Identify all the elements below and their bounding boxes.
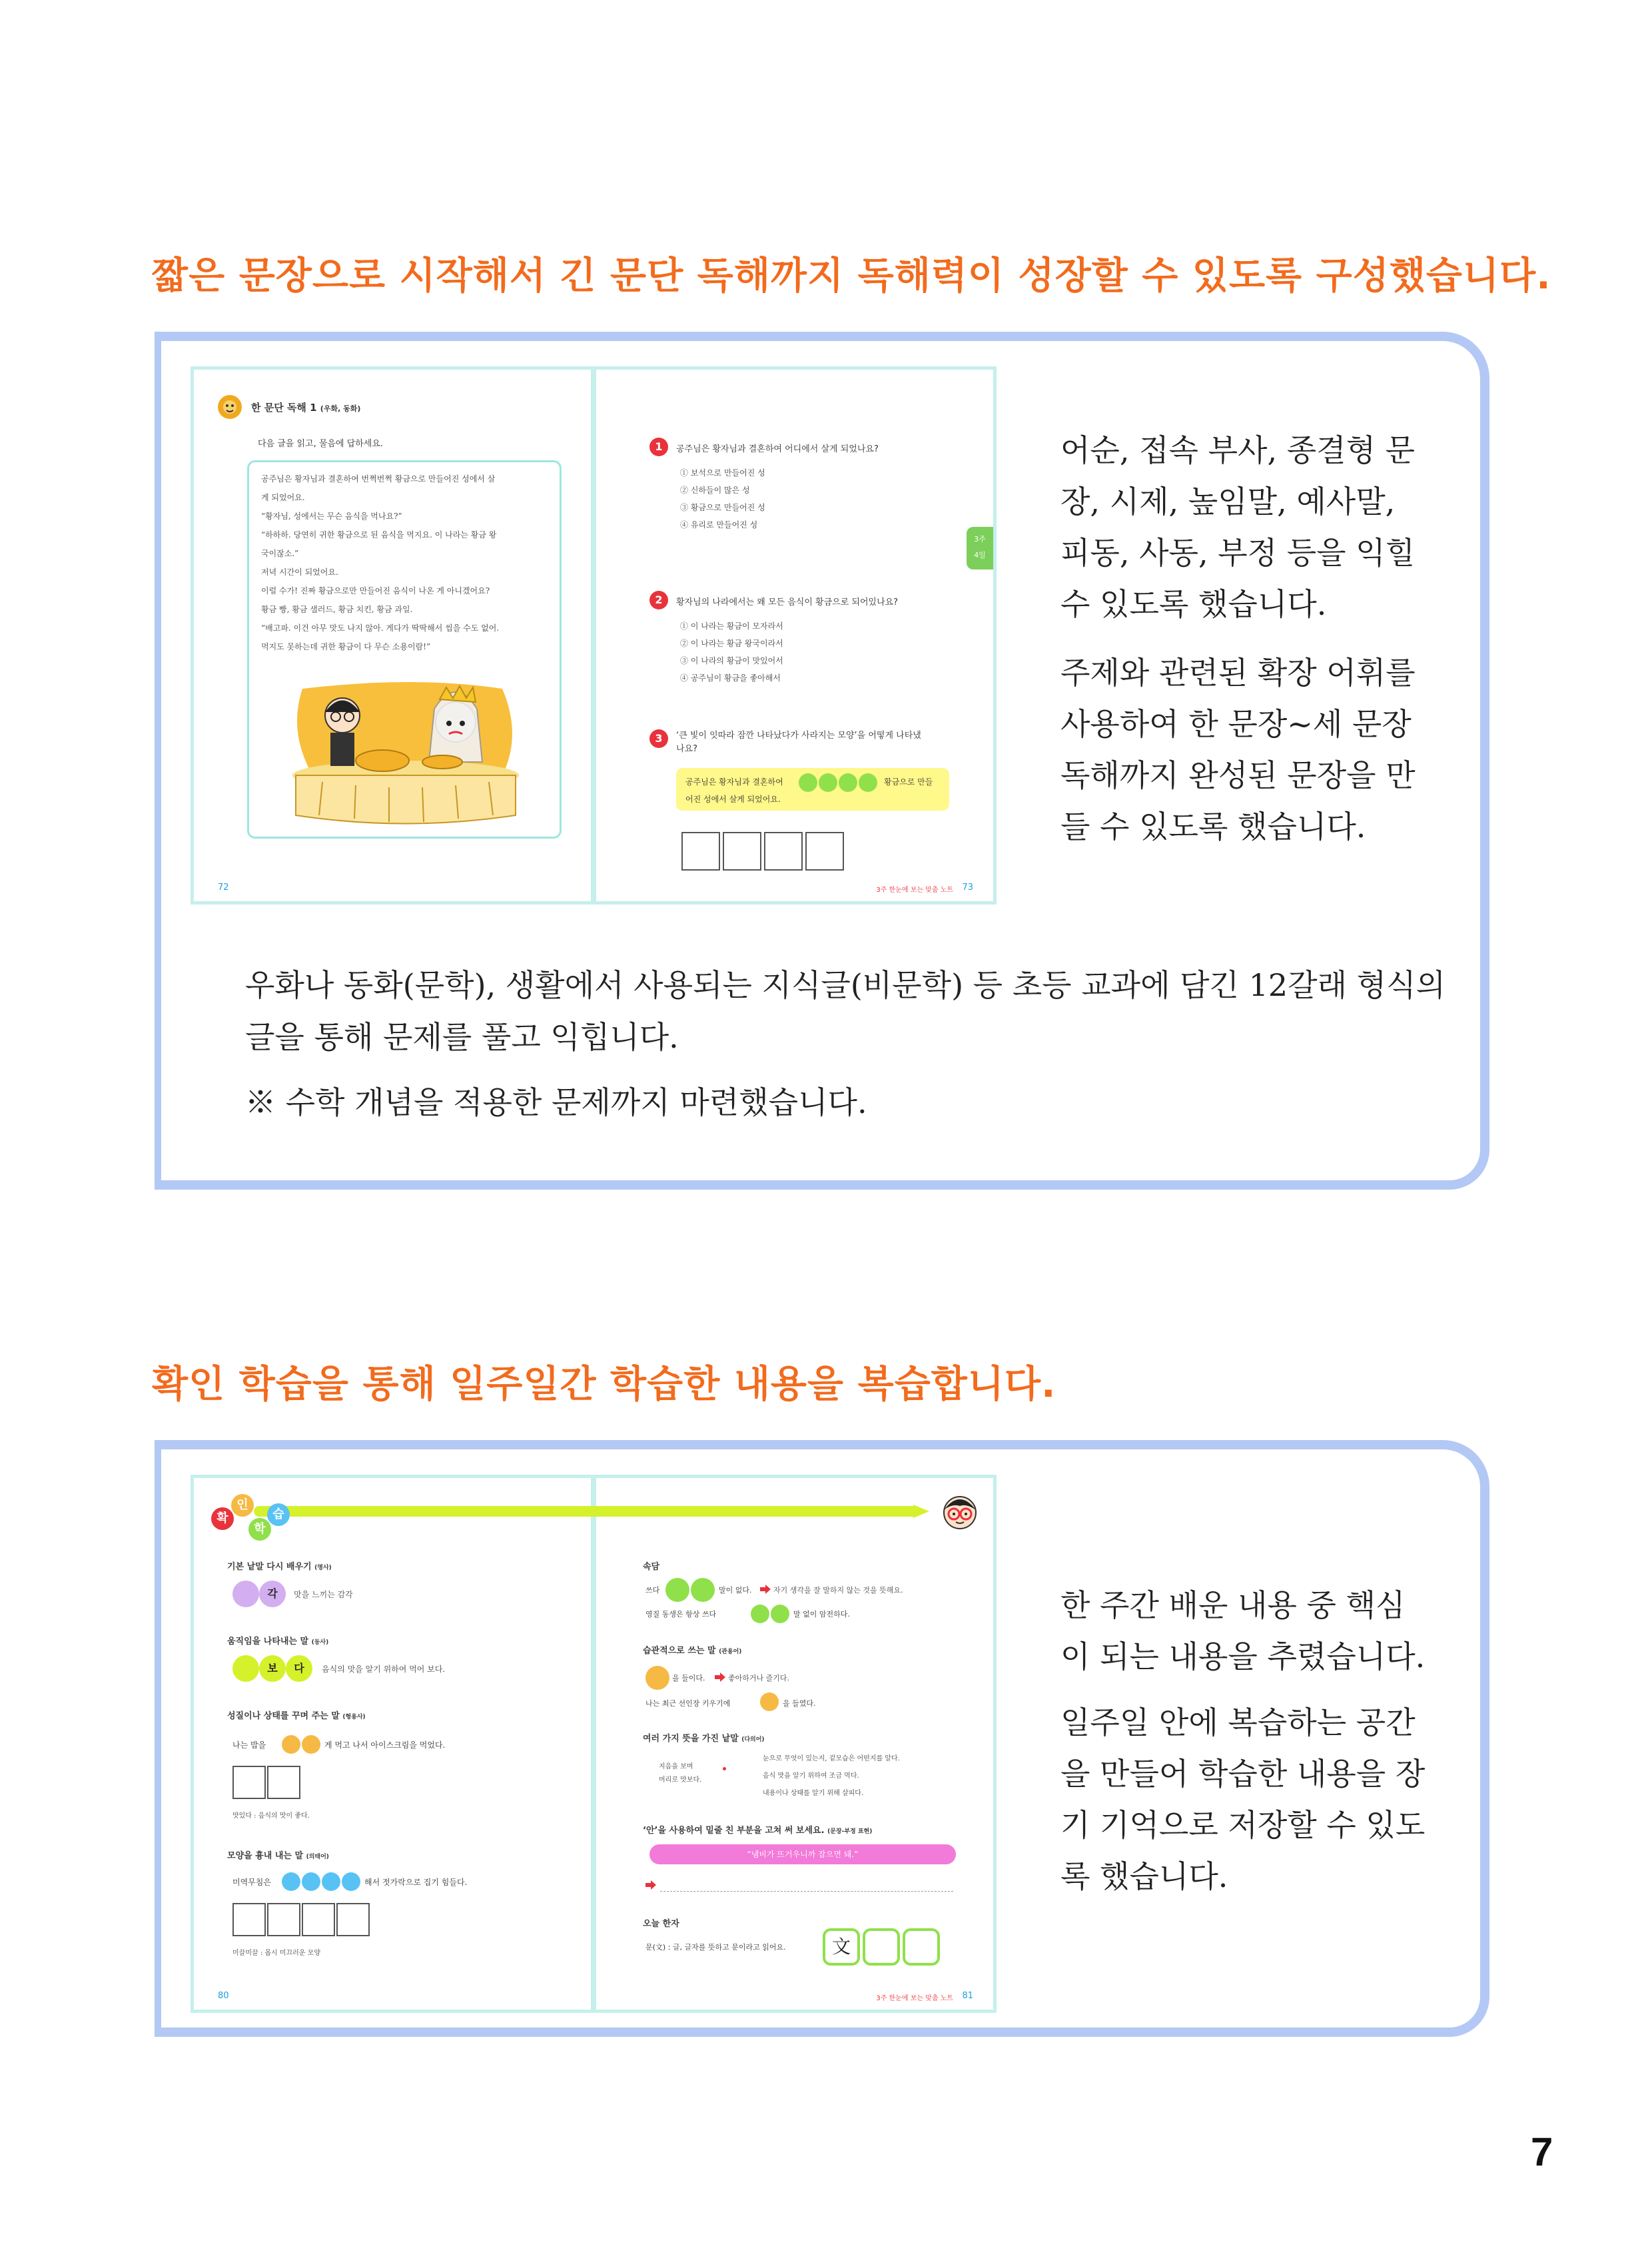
section1-bottom-paragraph: 우화나 동화(문학), 생활에서 사용되는 지식글(비문학) 등 초등 교과에 담긴 12갈래 형식의 글을 통해 문제를 풀고 익힙니다. [245,967,1446,1055]
item-3-hint: 맛있다 : 음식의 맛이 좋다. [232,1812,310,1820]
item-1-blank[interactable] [232,1581,259,1607]
review-r-item-4-title: ‘안’을 사용하여 밑줄 친 부분을 고쳐 써 보세요. (문장-부정 표현) [643,1826,873,1836]
section2-panel [155,1440,1489,2037]
question-2-badge: 2 [649,591,668,609]
item-3-post: 게 먹고 나서 아이스크림을 먹었다. [324,1740,446,1750]
section2-side-paragraph-2: 일주일 안에 복습하는 공간 을 만들어 학습한 내용을 장 기 기억으로 저장할 수 있도 록 했습니다. [1060,1704,1426,1894]
r-item-3-opts-line: 음식 맛을 알기 위하여 조금 먹다. [763,1772,859,1780]
answer-box-3[interactable] [764,832,803,871]
r-item-1-line1-desc: 자기 생각을 잘 말하지 않는 것을 뜻해요. [773,1586,903,1595]
badge-char-1: 확 [211,1507,234,1530]
header-bar [254,1506,920,1517]
question-3-badge: 3 [649,729,668,748]
r-item-1-line1-pre: 쓰다 [645,1586,660,1595]
review-item-4-title: 모양을 흉내 내는 말 (의태어) [227,1851,329,1861]
hanja-box-1[interactable] [863,1928,900,1966]
r-item-3-left-2: 머리로 맛보다. [659,1776,702,1784]
feast-illustration-icon [282,675,529,829]
q1-opts-line: ② 신하들이 많은 성 [680,486,750,495]
answer-blank-2[interactable] [819,773,837,792]
section1-side-paragraph-2: 주제와 관련된 확장 어휘를 사용하여 한 문장~세 문장 독해까지 완성된 문장을 만 들 수 있도록 했습니다. [1060,655,1416,845]
review-left-page [194,1478,594,2010]
section1-panel [155,332,1489,1190]
section2-heading: 확인 학습을 통해 일주일간 학습한 내용을 복습합니다. [152,1363,1056,1406]
q1-opts-line: ③ 황금으로 만들어진 성 [680,503,765,512]
item-4-box-4[interactable] [336,1903,370,1936]
review-item-1-title: 기본 낱말 다시 배우기 (명사) [227,1562,332,1572]
side-tab-week: 3주 [974,535,986,544]
r-item-4-sentence: “냄비가 뜨거우니까 잡으면 돼.” [649,1844,956,1864]
story-lines-line: 저녁 시간이 되었어요. [261,567,338,577]
review-r-item-5-title: 오늘 한자 [643,1919,679,1929]
question-3-line-2: 나요? [676,744,698,754]
badge-char-4: 습 [267,1503,290,1526]
match-dot[interactable] [723,1767,726,1770]
item-3-pre: 나는 밥을 [232,1740,266,1750]
item-4-box-1[interactable] [232,1903,266,1936]
section2-side-paragraph-1: 한 주간 배운 내용 중 핵심 이 되는 내용을 추렸습니다. [1060,1587,1426,1675]
story-lines-line: “배고파. 이건 아무 맛도 나지 않아. 게다가 딱딱해서 씹을 수도 없어. [261,623,500,633]
arrow-right-icon [913,1502,929,1521]
r-item-3-opts-line: 눈으로 무엇이 있는지, 겉모습은 어떤지를 알다. [763,1755,900,1762]
answer-line-2: 어진 성에서 살게 되었어요. [685,795,781,804]
r-item-1-blank-2[interactable] [691,1578,715,1602]
right-page-number: 73 [962,883,973,893]
r-item-3-left-1: 지음을 보며 [659,1763,693,1770]
r-item-1-blank-1[interactable] [665,1578,689,1602]
q2-opts-line: ④ 공주님이 황금을 좋아해서 [680,673,781,683]
spread-title-tag: (우화, 동화) [320,404,361,413]
item-2-word-2: 다 [286,1655,312,1682]
r-item-1-line2-pre: 영질 동생은 항상 쓰다 [645,1610,717,1619]
page-number: 7 [1531,2129,1553,2174]
r-item-2-line2-post: 을 들였다. [783,1699,816,1708]
story-lines-line: “하하하. 당연히 귀한 황금으로 된 음식을 먹지요. 이 나라는 황금 왕 [261,530,497,540]
question-1-badge: 1 [649,438,668,456]
item-4-hint: 미끌미끌 : 몹시 미끄러운 모양 [232,1950,321,1957]
item-3-blank-2[interactable] [302,1735,320,1754]
left-page-number: 72 [218,883,229,893]
section1-side-paragraph-1: 어순, 접속 부사, 종결형 문 장, 시제, 높임말, 예사말, 피동, 사동, 부정 등을 익힐 수 있도록 했습니다. [1060,432,1416,622]
arrow-icon [760,1585,771,1594]
item-4-blank-2[interactable] [302,1872,320,1891]
answer-pill [676,768,949,811]
character-face-icon [940,1491,980,1531]
item-3-box-2[interactable] [267,1766,300,1799]
review-r-item-2-title: 습관적으로 쓰는 말 (관용어) [643,1646,742,1656]
question-1: 공주님은 황자님과 결혼하여 어디에서 살게 되었나요? [676,444,879,454]
r-item-2-line2-pre: 나는 최근 선인장 키우기에 [645,1699,731,1708]
question-2: 황자님의 나라에서는 왜 모든 음식이 황금으로 되어있나요? [676,597,899,607]
review-right-page-footer: 3주 한눈에 보는 맞춤 노트 [876,1995,953,2002]
r-item-2-line1-desc: 좋아하거나 즐기다. [728,1674,790,1682]
story-lines-line: 먹지도 못하는데 귀한 황금이 다 무슨 소용이람!” [261,642,431,651]
item-4-blank-1[interactable] [282,1872,300,1891]
section1-heading: 짧은 문장으로 시작해서 긴 문단 독해까지 독해력이 성장할 수 있도록 구성했습니다. [152,254,1551,298]
r-item-3-opts-line: 내용이나 상태를 알기 위해 살피다. [763,1790,864,1797]
side-tab [967,527,993,569]
q2-opts-line: ② 이 나라는 황금 왕국이라서 [680,639,783,648]
item-4-blank-3[interactable] [322,1872,340,1891]
hanja-char: 文 [823,1928,860,1966]
q1-opts-line: ① 보석으로 만들어진 성 [680,468,765,478]
answer-box-2[interactable] [723,832,761,871]
answer-pre: 공주님은 황자님과 결혼하여 [685,777,783,787]
badge-char-2: 인 [231,1494,254,1517]
r-item-4-answer-line[interactable] [660,1891,953,1892]
answer-blank-3[interactable] [839,773,857,792]
review-item-3-title: 성질이나 상태를 꾸며 주는 말 (형용사) [227,1711,366,1721]
story-lines-line: 게 되었어요. [261,493,305,502]
arrow-icon [645,1880,656,1890]
answer-post: 황금으로 만들 [884,777,933,787]
item-3-blank-1[interactable] [282,1735,300,1754]
item-4-pre: 미역무침은 [232,1878,271,1887]
arrow-icon [715,1673,725,1682]
item-4-box-3[interactable] [302,1903,335,1936]
story-lines-line: 이럴 수가! 진짜 황금으로만 만들어진 음식이 나온 게 아니겠어요? [261,586,490,595]
item-3-box-1[interactable] [232,1766,266,1799]
q2-opts-line: ① 이 나라는 황금이 모자라서 [680,621,783,631]
story-lines-line: 황금 빵, 황금 샐러드, 황금 치킨, 황금 과일. [261,605,413,614]
answer-blank-1[interactable] [799,773,817,792]
spread-title: 한 문단 독해 1 [251,402,317,414]
review-r-item-3-title: 여러 가지 뜻을 가진 낱말 (다의어) [643,1734,765,1744]
hanja-box-2[interactable] [903,1928,940,1966]
item-4-post: 해서 젓가락으로 집기 힘들다. [364,1878,468,1887]
side-tab-day: 4일 [974,551,986,560]
story-lines-line: 국이잖소.” [261,549,299,558]
section2-book-spread [191,1475,997,2013]
review-right-page-number: 81 [962,1991,973,2001]
item-4-box-2[interactable] [267,1903,300,1936]
r-item-1-line2-post: 말 없이 암전하다. [793,1610,850,1619]
question-3-line-1: ‘큰 빛이 잇따라 잠깐 나타났다가 사라지는 모양’을 어떻게 나타냈 [676,731,921,741]
story-box [247,460,562,839]
q2-opts-line: ③ 이 나라의 황금이 맛있어서 [680,656,783,665]
r-item-1-blank-4[interactable] [771,1605,789,1623]
lion-icon [218,395,242,419]
story-lines-line: “황자님, 성에서는 무슨 음식을 먹나요?” [261,512,402,521]
r-item-2-blank-2[interactable] [760,1692,779,1711]
spread-instruction: 다음 글을 읽고, 물음에 답하세요. [258,439,384,449]
answer-blank-4[interactable] [859,773,877,792]
review-left-page-number: 80 [218,1991,229,2001]
q1-opts-line: ④ 유리로 만들어진 성 [680,520,758,530]
r-item-5-desc: 문(文) : 글, 글자를 뜻하고 문이라고 읽어요. [645,1943,786,1952]
answer-box-1[interactable] [681,832,720,871]
review-item-2-title: 움직임을 나타내는 말 (동사) [227,1637,329,1647]
r-item-2-blank-1[interactable] [645,1666,669,1690]
item-4-blank-4[interactable] [342,1872,360,1891]
review-badge [211,1491,318,1545]
spread-left-page [194,370,594,901]
badge-char-3: 학 [248,1518,271,1541]
story-lines-line: 공주님은 황자님과 결혼하여 번쩍번쩍 황금으로 만들어진 성에서 살 [261,474,496,484]
item-1-desc: 맛을 느끼는 감각 [294,1590,353,1599]
right-page-footer: 3주 한눈에 보는 맞춤 노트 [876,887,953,894]
section1-note: ※ 수학 개념을 적용한 문제까지 마련했습니다. [245,1084,867,1120]
item-2-desc: 음식의 맛을 알기 위하여 먹어 보다. [322,1665,446,1674]
r-item-1-line1-post: 말이 없다. [719,1586,752,1595]
review-right-page [594,1478,993,2010]
r-item-1-blank-3[interactable] [751,1605,769,1623]
item-1-word: 각 [259,1581,286,1607]
item-2-blank[interactable] [232,1655,259,1682]
item-2-word-1: 보 [259,1655,286,1682]
section1-book-spread [191,366,997,905]
spread-right-page [594,370,993,901]
review-r-item-1-title: 속담 [643,1562,660,1572]
r-item-2-line1-post: 을 들이다. [672,1674,705,1682]
answer-box-4[interactable] [805,832,844,871]
